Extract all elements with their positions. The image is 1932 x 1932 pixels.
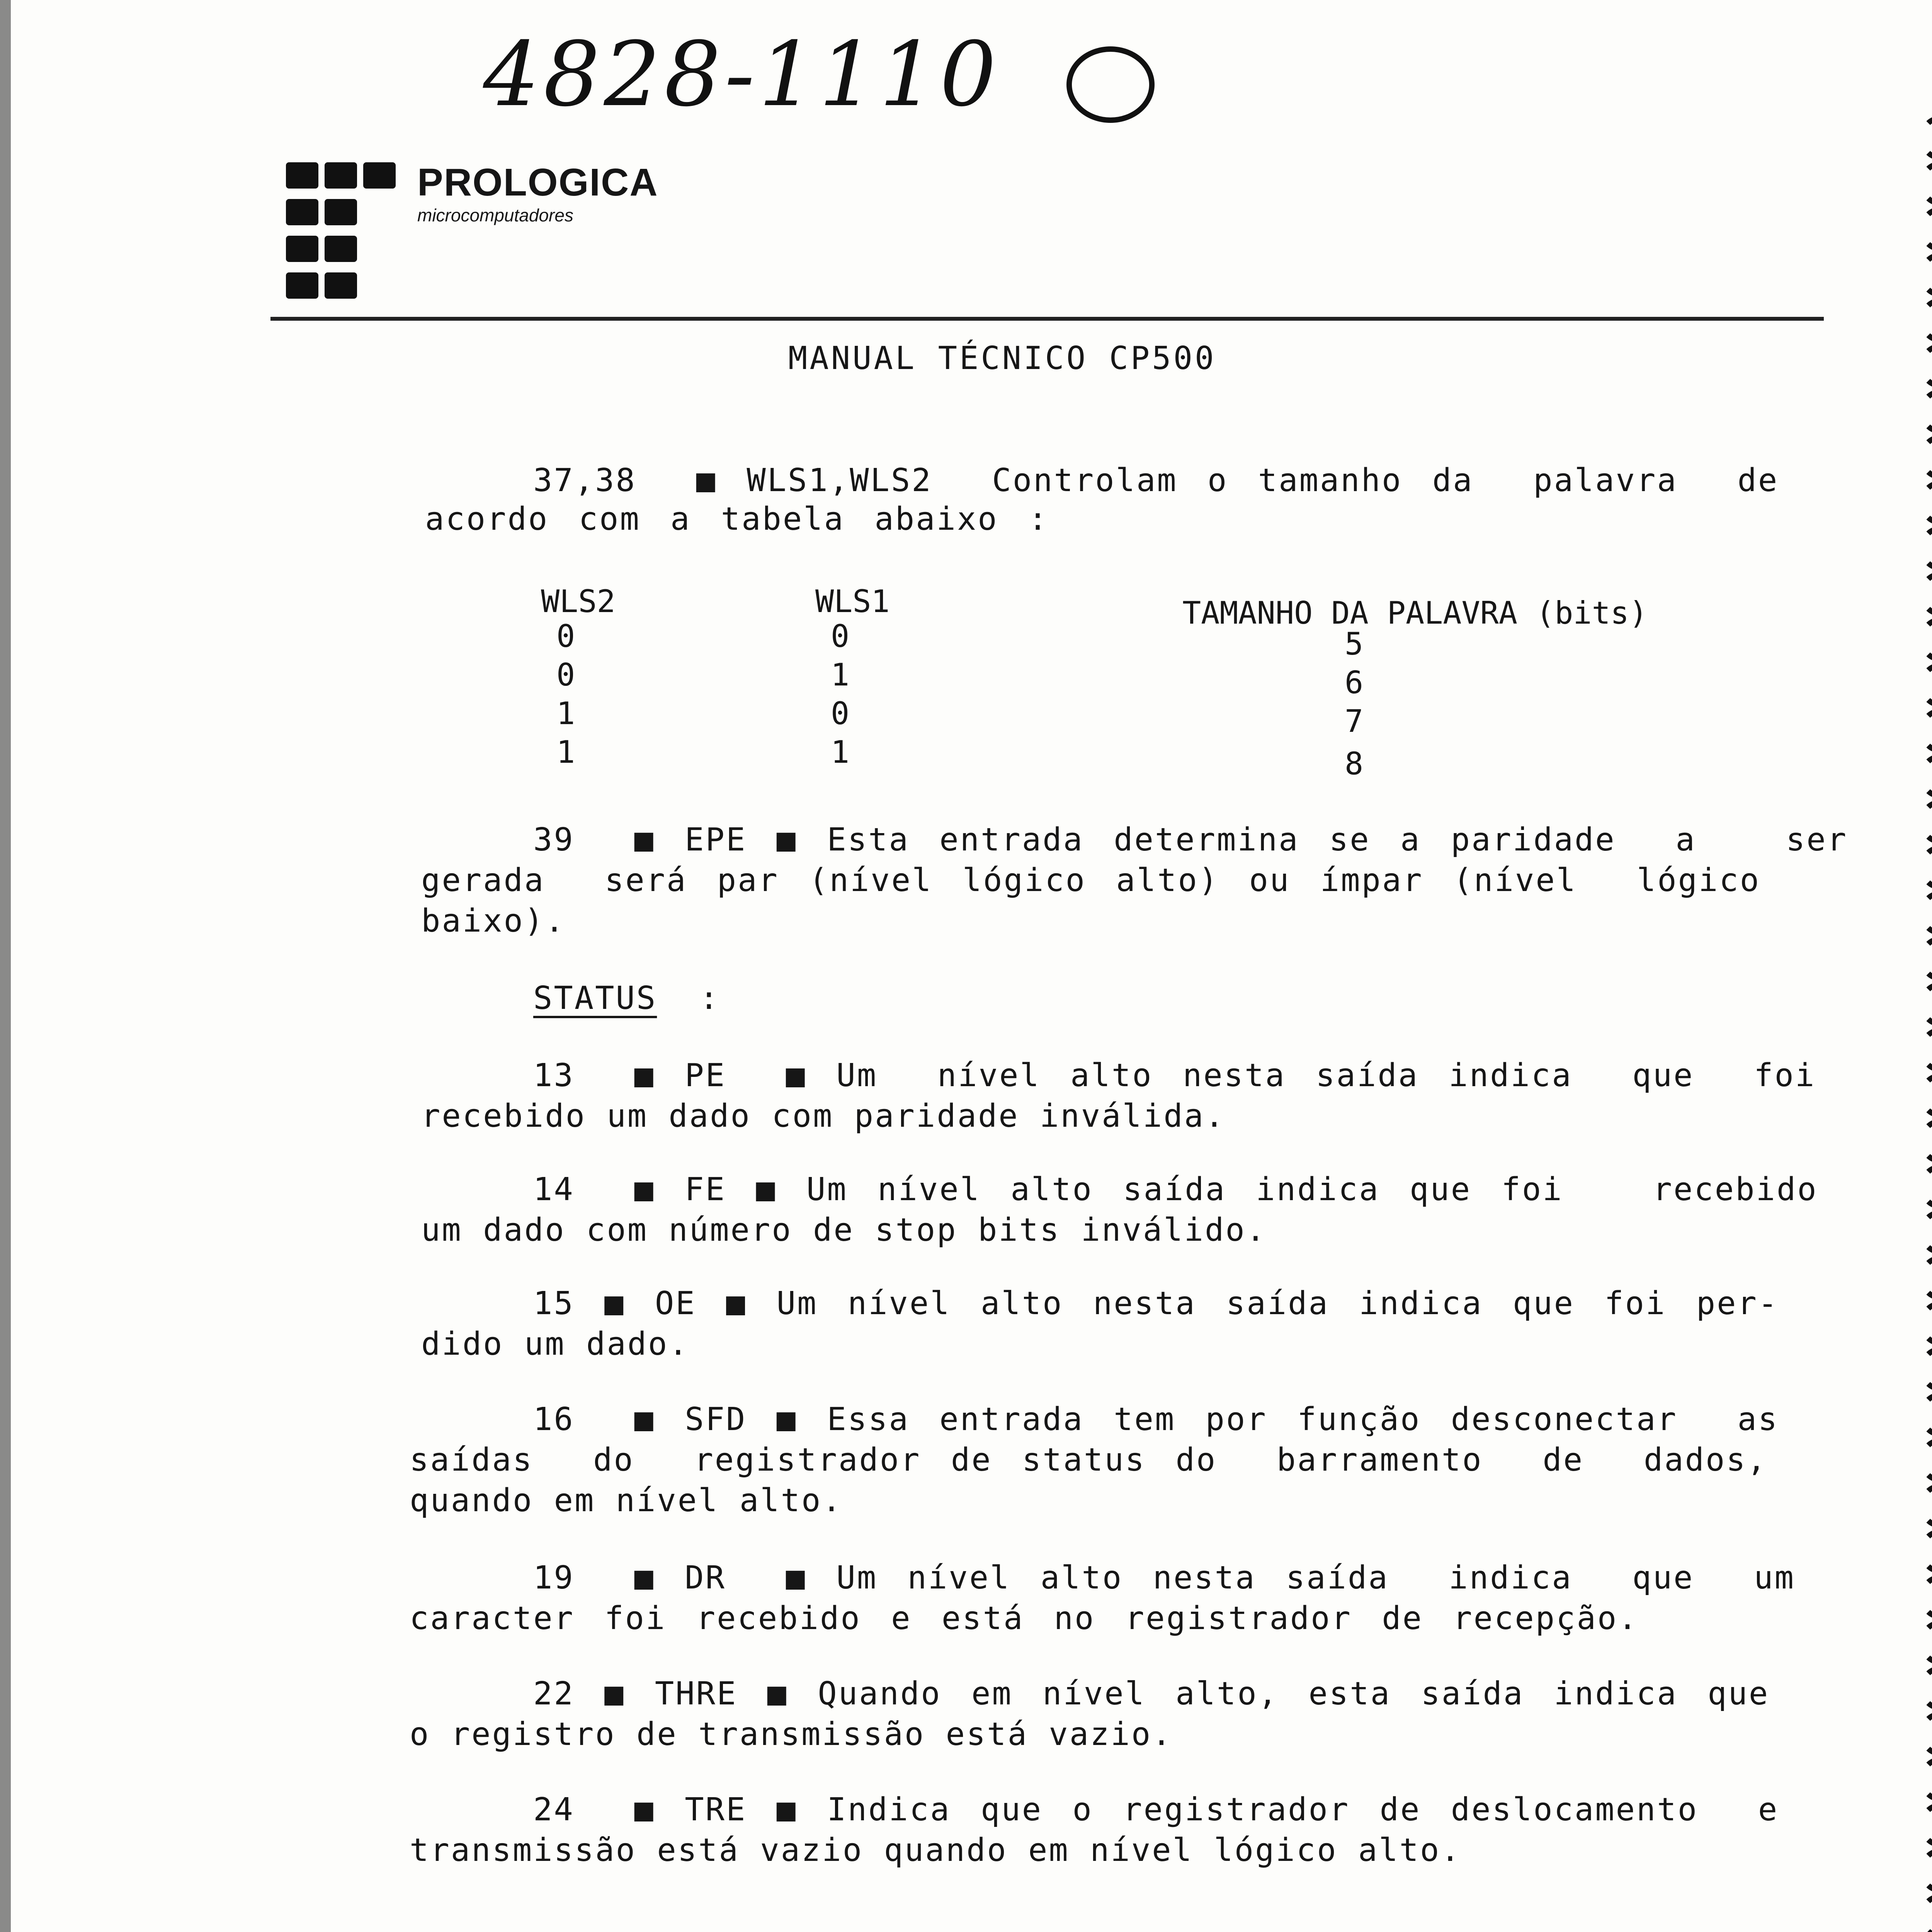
table-header-wls1: WLS1: [815, 583, 890, 619]
binding-ring: [1921, 435, 1932, 479]
table-cell-wls1: 0: [831, 696, 850, 731]
table-cell-wls1: 1: [831, 734, 850, 770]
binding-ring: [1921, 1256, 1932, 1300]
table-cell-wls1: 1: [831, 657, 850, 693]
binding-ring: [1921, 1165, 1932, 1209]
binding-ring: [1921, 800, 1932, 844]
binding-ring: [1921, 754, 1932, 798]
status-item-line: o registro de transmissão está vazio.: [410, 1716, 1173, 1753]
status-heading-colon: :: [699, 980, 720, 1017]
status-item-line: 14 ■ FE ■ Um nível alto saída indica que foi recebido: [533, 1171, 1818, 1208]
binding-ring: [1921, 1393, 1932, 1437]
status-item-line: transmissão está vazio quando em nível lógico alto.: [410, 1832, 1461, 1869]
binding-ring: [1921, 1712, 1932, 1756]
logo-tagline: microcomputadores: [417, 205, 573, 225]
binding-ring: [1921, 389, 1932, 434]
binding-ring: [1921, 116, 1932, 160]
status-item-line: 13 ■ PE ■ Um nível alto nesta saída indica que foi: [533, 1057, 1816, 1094]
epe-line-1: 39 ■ EPE ■ Esta entrada determina se a paridade a ser: [533, 821, 1848, 858]
status-item-line: quando em nível alto.: [410, 1482, 843, 1519]
binding-ring: [1921, 1119, 1932, 1163]
prologica-logo-mark: [286, 162, 402, 309]
status-item-line: 15 ■ OE ■ Um nível alto nesta saída indica que foi per-: [533, 1285, 1779, 1322]
intro-line-2: acordo com a tabela abaixo :: [425, 501, 1049, 537]
status-item-line: caracter foi recebido e está no registrador de recepção.: [410, 1600, 1639, 1637]
binding-ring: [1921, 1210, 1932, 1254]
binding-ring: [1921, 617, 1932, 662]
binding-ring: [1921, 709, 1932, 753]
status-item-line: 22 ■ THRE ■ Quando em nível alto, esta saída indica que: [533, 1675, 1770, 1712]
status-heading: STATUS: [533, 980, 657, 1017]
binding-ring: [1921, 1757, 1932, 1801]
table-cell-bits: 6: [1345, 665, 1364, 701]
status-item-line: saídas do registrador de status do barramento de dados,: [410, 1442, 1768, 1478]
binding-ring: [1921, 1301, 1932, 1345]
status-item-line: 19 ■ DR ■ Um nível alto nesta saída indica que um: [533, 1560, 1795, 1596]
binding-ring: [1921, 663, 1932, 707]
binding-ring: [1921, 845, 1932, 889]
binding-ring: [1921, 1803, 1932, 1847]
table-cell-wls2: 1: [556, 734, 575, 770]
binding-ring: [1921, 253, 1932, 297]
binding-ring: [1921, 344, 1932, 388]
binding-ring: [1921, 1347, 1932, 1391]
table-header-wls2: WLS2: [541, 583, 616, 619]
status-item-line: 24 ■ TRE ■ Indica que o registrador de deslocamento e: [533, 1791, 1779, 1828]
binding-ring: [1921, 298, 1932, 342]
table-cell-wls1: 0: [831, 618, 850, 654]
binding-ring: [1921, 1484, 1932, 1528]
table-cell-wls2: 1: [556, 696, 575, 731]
binding-ring: [1921, 1529, 1932, 1573]
binding-ring: [1921, 1894, 1932, 1932]
table-cell-bits: 8: [1345, 746, 1364, 782]
binding-ring: [1921, 982, 1932, 1026]
binding-ring: [1921, 162, 1932, 206]
table-header-word-size: TAMANHO DA PALAVRA (bits): [1182, 595, 1648, 631]
binding-ring: [1921, 1073, 1932, 1117]
table-cell-bits: 7: [1345, 703, 1364, 739]
binding-ring: [1921, 1575, 1932, 1619]
table-cell-bits: 5: [1345, 626, 1364, 662]
status-item-line: um dado com número de stop bits inválido.: [421, 1212, 1267, 1248]
epe-line-2: gerada será par (nível lógico alto) ou ímpar (nível lógico: [421, 862, 1761, 899]
scan-left-edge: [0, 0, 11, 1932]
binding-ring: [1921, 1438, 1932, 1482]
binding-ring: [1921, 1849, 1932, 1893]
binding-ring: [1921, 1028, 1932, 1072]
status-item-line: 16 ■ SFD ■ Essa entrada tem por função desconectar as: [533, 1401, 1779, 1438]
binding-ring: [1921, 572, 1932, 616]
status-item-line: dido um dado.: [421, 1326, 689, 1362]
handwritten-reference-top: 4828-1110: [483, 23, 1000, 126]
table-cell-wls2: 0: [556, 618, 575, 654]
binding-ring: [1921, 891, 1932, 935]
logo-name: PROLOGICA: [417, 161, 658, 204]
table-cell-wls2: 0: [556, 657, 575, 693]
binding-ring: [1921, 937, 1932, 981]
epe-line-3: baixo).: [421, 903, 566, 939]
page-title: MANUAL TÉCNICO CP500: [788, 340, 1216, 377]
spiral-binding: [1839, 0, 1932, 1932]
binding-ring: [1921, 1666, 1932, 1710]
header-rule: [270, 317, 1824, 321]
binding-ring: [1921, 526, 1932, 570]
binding-ring: [1921, 207, 1932, 251]
handwritten-circle-mark: [1066, 46, 1155, 123]
binding-ring: [1921, 481, 1932, 525]
binding-ring: [1921, 1621, 1932, 1665]
intro-line-1: 37,38 ■ WLS1,WLS2 Controlam o tamanho da palavra de: [533, 462, 1779, 499]
status-item-line: recebido um dado com paridade inválida.: [421, 1098, 1226, 1134]
